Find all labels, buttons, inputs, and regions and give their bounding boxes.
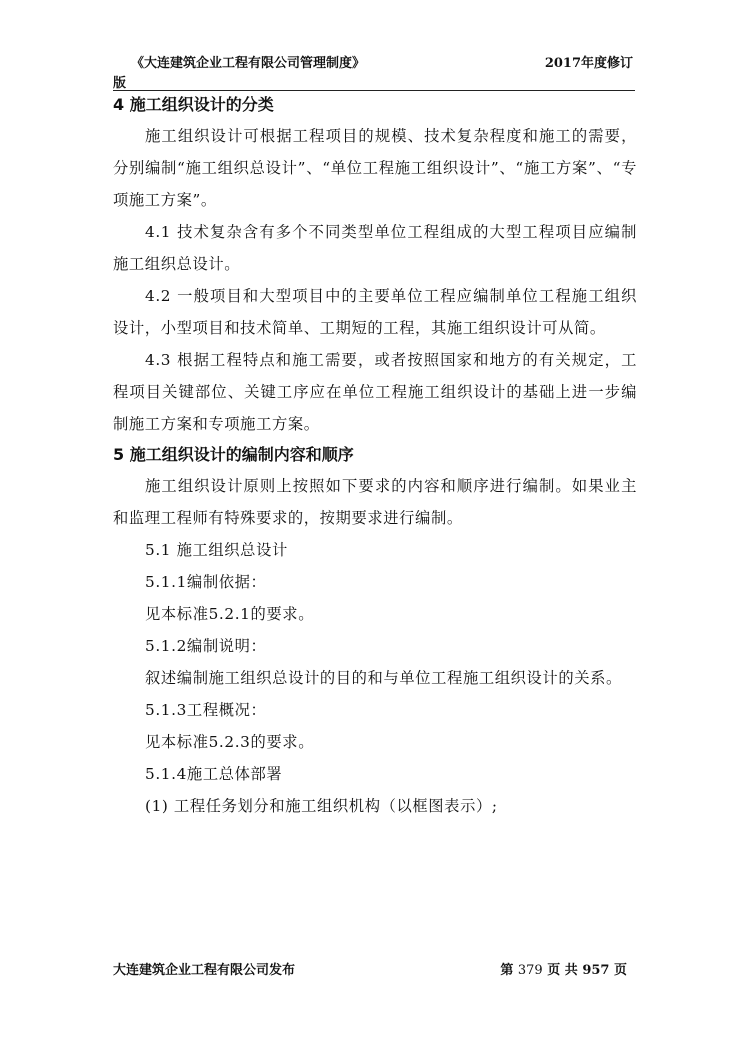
page-header — [113, 50, 635, 91]
page-mid: 页 共 — [547, 963, 578, 978]
page-footer — [113, 959, 635, 979]
clause-5-1-4-item-1: (1) 工程任务划分和施工组织机构（以框图表示）; — [145, 797, 498, 815]
clause-5-1-1: 5.1.1编制依据： — [145, 573, 267, 591]
page-suffix: 页 — [613, 963, 627, 978]
clause-5-1: 5.1 施工组织总设计 — [145, 541, 288, 559]
page-prefix: 第 — [500, 963, 514, 978]
clause-5-1-2-text: 叙述编制施工组织总设计的目的和与单位工程施工组织设计的关系。 — [145, 669, 622, 687]
clause-5-1-2: 5.1.2编制说明： — [145, 637, 267, 655]
document-body — [113, 90, 637, 822]
clause-5-1-3-text: 见本标准5.2.3的要求。 — [145, 733, 315, 751]
clause-4-2: 4.2 一般项目和大型项目中的主要单位工程应编制单位工程施工组织设计，小型项目和技术简单、工期短的工程，其施工组织设计可从简。 — [113, 287, 637, 337]
section-4-heading: 4 施工组织设计的分类 — [113, 95, 274, 114]
clause-5-1-4: 5.1.4施工总体部署 — [145, 765, 283, 783]
current-page-number: 379 — [517, 963, 543, 978]
total-page-number: 957 — [582, 963, 610, 978]
footer-publisher: 大连建筑企业工程有限公司发布 — [113, 963, 296, 978]
section-5-intro: 施工组织设计原则上按照如下要求的内容和顺序进行编制。如果业主和监理工程师有特殊要求的，按期要求进行编制。 — [113, 477, 637, 527]
header-revision: 2017年度修订 — [544, 56, 633, 71]
section-4-intro: 施工组织设计可根据工程项目的规模、技术复杂程度和施工的需要，分别编制“施工组织总设计”、“单位工程施工组织设计”、“施工方案”、“专项施工方案”。 — [113, 127, 637, 209]
clause-5-1-3: 5.1.3工程概况： — [145, 701, 267, 719]
section-5-heading: 5 施工组织设计的编制内容和顺序 — [113, 445, 354, 464]
clause-4-3: 4.3 根据工程特点和施工需要，或者按照国家和地方的有关规定，工程项目关键部位、关键工序应在单位工程施工组织设计的基础上进一步编制施工方案和专项施工方案。 — [113, 351, 637, 433]
clause-4-1: 4.1 技术复杂含有多个不同类型单位工程组成的大型工程项目应编制施工组织总设计。 — [113, 223, 637, 273]
page-counter — [500, 959, 627, 978]
clause-5-1-1-text: 见本标准5.2.1的要求。 — [145, 605, 315, 623]
header-title: 《大连建筑企业工程有限公司管理制度》 — [131, 56, 366, 71]
header-revision-tail: 版 — [113, 76, 127, 91]
header-row — [113, 50, 635, 70]
